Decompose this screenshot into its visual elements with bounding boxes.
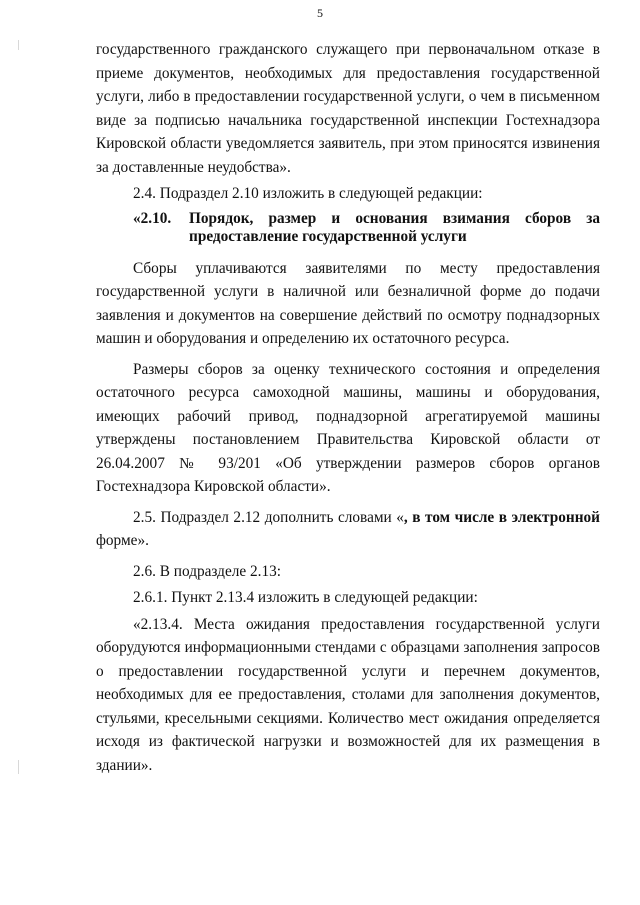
page-number: 5 [317,6,323,20]
scan-margin-mark [18,760,19,774]
item-2-6: 2.6. В подразделе 2.13: [133,562,282,580]
item-2-6-1: 2.6.1. Пункт 2.13.4 изложить в следующей редакции: [133,589,478,606]
item-2-5: 2.5. Подраздел 2.12 дополнить словами «, в том числе в электронной форме». [96,508,600,549]
document-body [96,38,600,777]
paragraph-fees: Сборы уплачиваются заявителями по месту предоставления государственной услуги в наличной или безналичной форме до подачи заявления и документов на совершение действий по осмотру поднадзорных машин и оборудования и определению их остаточного ресурса. [96,259,600,347]
section-title-line2: предоставление государственной услуги [189,227,467,245]
paragraph-fee-amounts: Размеры сборов за оценку технического состояния и определения остаточного ресурса самоходной машины, машины и оборудования, имеющих рабочий привод, поднадзорной агрегатируемой машины утверждены постановлением Правительства Кировской области от 26.04.2007 № 93/201 «Об утверждении размеров сборов органов Гостехнадзора Кировской области». [96,360,601,495]
paragraph-continuation: государственного гражданского служащего при первоначальном отказе в приеме документов, необходимых для предоставления государственной услуги, либо в предоставлении государственной услуги, о чем в письменном виде за подписью начальника государственной инспекции Гостехнадзора Кировской области уведомляется заявитель, при этом приносятся извинения за доставленные неудобства». [96,41,600,176]
item-2-4: 2.4. Подраздел 2.10 изложить в следующей редакции: [133,185,483,202]
item-2-13-4: «2.13.4. Места ожидания предоставления государственной услуги оборудуются информационными стендами с образцами заполнения запросов о предоставлении государственной услуги и перечнем документов, необходимых для ее предоставления, столами для заполнения документов, стульями, кресельными секциями. Количество мест ожидания определяется исходя из фактической нагрузки и возможностей для их размещения в здании». [96,615,600,774]
section-title-line1: Порядок, размер и основания взимания сборов за [189,209,600,227]
section-heading-2-10 [96,210,600,246]
scan-margin-mark [18,40,19,50]
section-number: «2.10. [133,209,172,227]
